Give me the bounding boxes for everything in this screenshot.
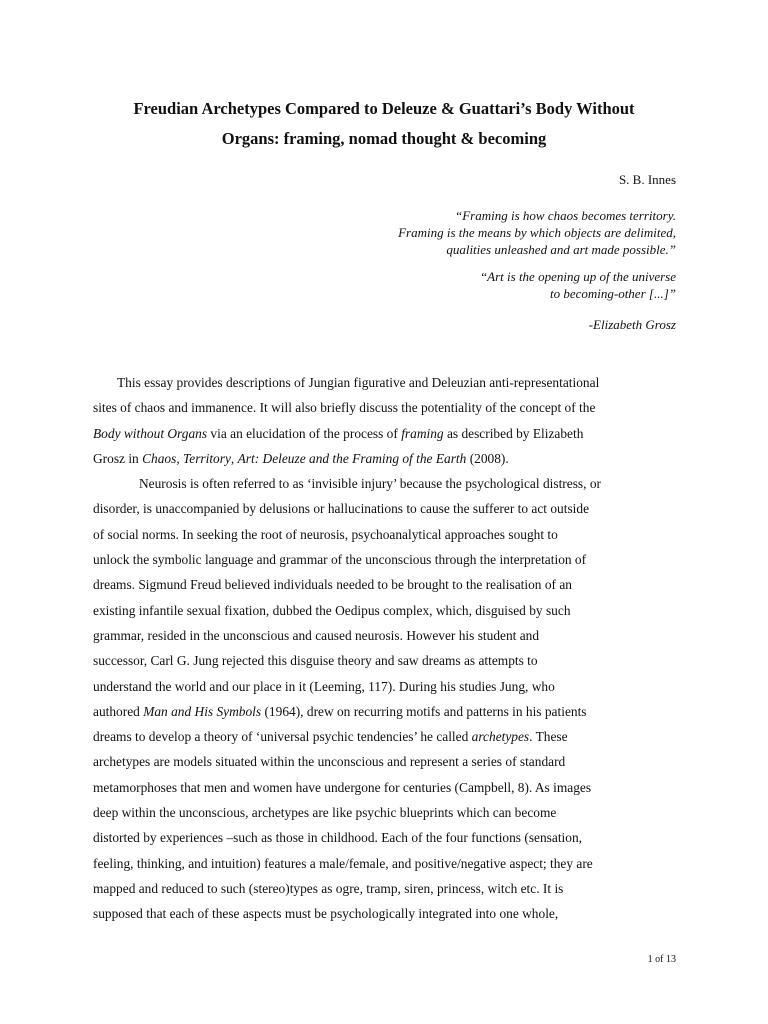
paragraph [93,471,683,926]
text-line: sites of chaos and immanence. It will also briefly discuss the potentiality of the concept of the [93,400,596,416]
book-title: Body without Organs [93,425,208,441]
body-text [93,370,683,927]
title-line: Freudian Archetypes Compared to Deleuze & Guattari’s Body Without [133,99,635,118]
book-title: Art: Deleuze and the Framing of the Earth [237,450,467,466]
text-line: disorder, is unaccompanied by delusions or hallucinations to cause the sufferer to act outside [93,501,590,517]
text-line: successor, Carl G. Jung rejected this disguise theory and saw dreams as attempts to [93,653,538,669]
document-title [60,94,708,154]
text-run: (1964), drew on recurring motifs and patterns in his patients [261,703,587,719]
text-line: understand the world and our place in it (Leeming, 117). During his studies Jung, who [93,678,555,694]
text-line: supposed that each of these aspects must be psychologically integrated into one whole, [93,906,559,922]
text-line: dreams. Sigmund Freud believed individuals needed to be brought to the realisation of an [93,577,572,593]
text-line: grammar, resided in the unconscious and caused neurosis. However his student and [93,627,540,643]
text-run: authored [93,703,144,719]
text-run: dreams to develop a theory of ‘universal psychic tendencies’ he called [93,729,472,745]
text-line [93,724,683,749]
paragraph [93,370,683,471]
book-title: Chaos [142,450,177,466]
book-title: Man and His Symbols [143,703,262,719]
emphasis-term: framing [401,425,444,441]
text-line: existing infantile sexual fixation, dubbed the Oedipus complex, which, disguised by such [93,602,571,618]
text-line [93,446,683,471]
text-run: , [230,450,238,466]
text-line [93,699,683,724]
text-run: via an elucidation of the process of [207,425,402,441]
text-line: deep within the unconscious, archetypes are like psychic blueprints which can become [93,805,557,821]
epigraph-line: “Art is the opening up of the universe [479,269,676,284]
epigraph-line: to becoming-other [...]” [549,286,676,301]
author-name: S. B. Innes [618,172,676,187]
text-line: of social norms. In seeking the root of neurosis, psychoanalytical approaches sought to [93,526,558,542]
text-run: (2008). [466,450,509,466]
epigraph-line: Framing is the means by which objects are delimited, [398,225,676,240]
text-line: mapped and reduced to such (stereo)types as ogre, tramp, siren, princess, witch etc. It is [93,880,564,896]
text-run: . These [529,729,568,745]
text-run: , [176,450,184,466]
epigraph-line: “Framing is how chaos becomes territory. [455,208,676,223]
emphasis-term: archetypes [471,729,530,745]
text-line: distorted by experiences –such as those in childhood. Each of the four functions (sensation, [93,830,583,846]
book-title: Territory [183,450,231,466]
text-line: This essay provides descriptions of Jungian figurative and Deleuzian anti-representational [117,375,600,390]
text-line: unlock the symbolic language and grammar of the unconscious through the interpretation of [93,552,587,568]
title-line: Organs: framing, nomad thought & becoming [221,129,547,148]
text-line: archetypes are models situated within the unconscious and represent a series of standard [93,754,566,770]
epigraph-quote [290,268,676,302]
epigraph-attribution: -Elizabeth Grosz [588,317,676,332]
epigraph-quote [290,207,676,258]
text-run: as described by Elizabeth [443,425,584,441]
epigraph-line: qualities unleashed and art made possible.” [446,242,676,257]
text-line: Neurosis is often referred to as ‘invisible injury’ because the psychological distress, or [139,476,601,492]
text-run: Grosz in [93,450,143,466]
text-line: feeling, thinking, and intuition) features a male/female, and positive/negative aspect; they are [93,855,593,871]
page-number: 1 of 13 [647,954,676,965]
text-line: metamorphoses that men and women have undergone for centuries (Campbell, 8). As images [93,779,592,795]
text-line [93,421,683,446]
